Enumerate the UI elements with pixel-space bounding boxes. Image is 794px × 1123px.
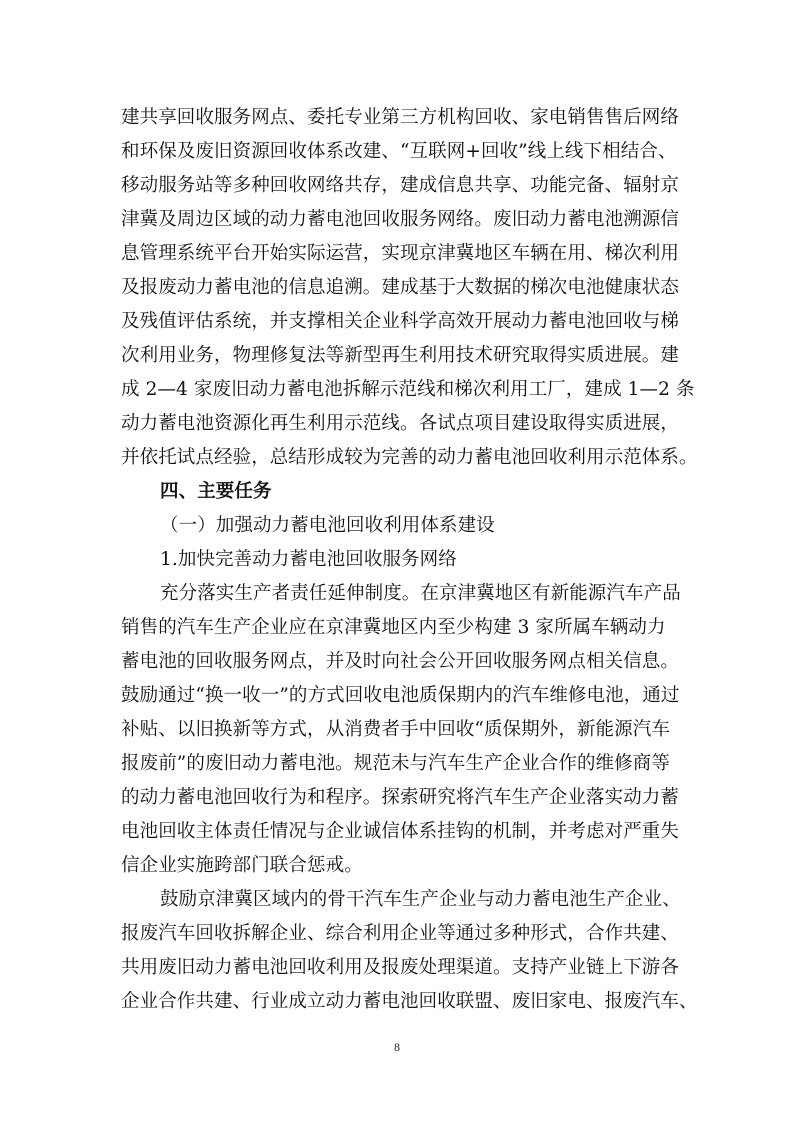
body-line: 成 2—4 家废旧动力蓄电池拆解示范线和梯次利用工厂，建成 1—2 条 — [121, 379, 695, 400]
subsection-heading: （一）加强动力蓄电池回收利用体系建设 — [160, 515, 495, 536]
body-line: 企业合作共建、行业成立动力蓄电池回收联盟、废旧家电、报废汽车、 — [121, 991, 698, 1012]
body-line: 建共享回收服务网点、委托专业第三方机构回收、家电销售售后网络 — [121, 107, 680, 128]
body-line: 销售的汽车生产企业应在京津冀地区内至少构建 3 家所属车辆动力 — [121, 617, 666, 638]
body-line: 及报废动力蓄电池的信息追溯。建成基于大数据的梯次电池健康状态 — [121, 277, 680, 298]
body-line: 的动力蓄电池回收行为和程序。探索研究将汽车生产企业落实动力蓄 — [121, 787, 680, 808]
body-line: 移动服务站等多种回收网络共存，建成信息共享、功能完备、辐射京 — [121, 175, 680, 196]
body-line: 和环保及废旧资源回收体系改建、“互联网+回收”线上线下相结合、 — [121, 141, 677, 162]
body-line: 报废汽车回收拆解企业、综合利用企业等通过多种形式，合作共建、 — [121, 923, 680, 944]
body-line: 并依托试点经验，总结形成较为完善的动力蓄电池回收利用示范体系。 — [121, 447, 698, 468]
body-line: 次利用业务，物理修复法等新型再生利用技术研究取得实质进展。建 — [121, 345, 680, 366]
body-line: 报废前”的废旧动力蓄电池。规范未与汽车生产企业合作的维修商等 — [121, 753, 670, 774]
section-heading: 四、主要任务 — [160, 481, 272, 502]
item-heading: 1.加快完善动力蓄电池回收服务网络 — [160, 549, 457, 570]
page-number: 8 — [394, 1040, 400, 1054]
paragraph-first-line: 充分落实生产者责任延伸制度。在京津冀地区有新能源汽车产品 — [160, 583, 681, 604]
body-line: 津冀及周边区域的动力蓄电池回收服务网络。废旧动力蓄电池溯源信 — [121, 209, 680, 230]
body-line: 电池回收主体责任情况与企业诚信体系挂钩的机制，并考虑对严重失 — [121, 821, 680, 842]
body-line: 信企业实施跨部门联合惩戒。 — [121, 855, 363, 876]
body-line: 鼓励通过“换一收一”的方式回收电池质保期内的汽车维修电池，通过 — [121, 685, 680, 706]
body-line: 蓄电池的回收服务网点，并及时向社会公开回收服务网点相关信息。 — [121, 651, 680, 672]
body-line: 共用废旧动力蓄电池回收利用及报废处理渠道。支持产业链上下游各 — [121, 957, 680, 978]
body-line: 动力蓄电池资源化再生利用示范线。各试点项目建设取得实质进展， — [121, 413, 680, 434]
body-line: 息管理系统平台开始实际运营，实现京津冀地区车辆在用、梯次利用 — [121, 243, 680, 264]
body-line: 补贴、以旧换新等方式，从消费者手中回收“质保期外，新能源汽车 — [121, 719, 670, 740]
body-line: 及残值评估系统，并支撑相关企业科学高效开展动力蓄电池回收与梯 — [121, 311, 680, 332]
paragraph-first-line: 鼓励京津冀区域内的骨干汽车生产企业与动力蓄电池生产企业、 — [160, 889, 681, 910]
